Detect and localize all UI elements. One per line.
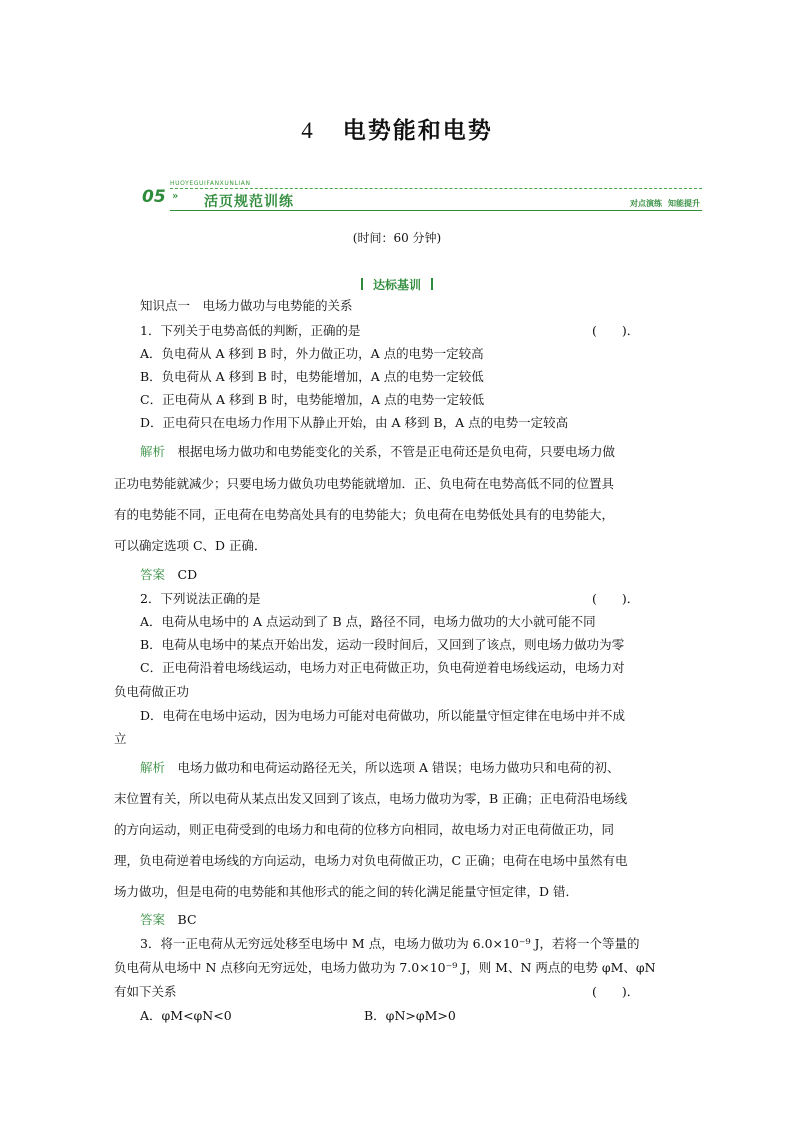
q1-solution-line-3: 有的电势能不同，正电荷在电势高处具有的电势能大；负电荷在电势低处具有的电势能大，: [114, 507, 615, 522]
q2-option-c-line-2: 负电荷做正功: [114, 684, 190, 699]
q1-solution-label: 解析: [140, 444, 166, 459]
q3-stem-line-1: 3．将一正电荷从无穷远处移至电场中 M 点，电场力做功为 6.0×10⁻⁹ J，若将一个等量的: [140, 936, 640, 951]
q1-solution-line-4: 可以确定选项 C、D 正确．: [114, 538, 267, 553]
q3-answer-paren: ( )．: [592, 984, 640, 999]
banner-tag-a: 对点演练: [630, 199, 662, 208]
q2-option-d-line-2: 立: [114, 731, 127, 746]
q1-answer-label: 答案: [140, 567, 166, 582]
knowledge-point: 知识点一 电场力做功与电势能的关系: [140, 298, 353, 313]
q1-solution-text-1: 根据电场力做功和电势能变化的关系，不管是正电荷还是负电荷，只要电场力做: [177, 444, 616, 459]
exercise-banner: [142, 180, 702, 214]
section-heading: [0, 276, 794, 293]
q2-answer-value: BC: [177, 912, 197, 927]
q2-solution-line-1: [140, 758, 620, 776]
page-title: [0, 112, 794, 145]
q1-option-c: C．正电荷从 A 移到 B 时，电势能增加，A 点的电势一定较低: [140, 392, 485, 407]
q2-answer: [140, 910, 197, 928]
banner-name: 活页规范训练: [204, 194, 294, 210]
q2-option-b: B．电荷从电场中的某点开始出发，运动一段时间后，又回到了该点，则电场力做功为零: [140, 637, 625, 652]
q2-solution-line-3: 的方向运动，则正电荷受到的电场力和电荷的位移方向相同，故电场力对正电荷做正功，同: [114, 822, 615, 837]
section-number: 4: [301, 118, 315, 143]
q2-solution-label: 解析: [140, 760, 166, 775]
q3-stem-line-3: 有如下关系: [114, 984, 177, 999]
q2-solution-line-2: 末位置有关，所以电荷从某点出发又回到了该点，电场力做功为零，B 正确；正电荷沿电场线: [114, 791, 628, 806]
q1-answer: [140, 565, 197, 583]
banner-number: 05: [142, 187, 166, 207]
q1-solution-line-1: [140, 442, 615, 460]
chevron-icon: »: [172, 191, 179, 202]
bar-icon: [431, 278, 433, 290]
q3-option-a: A．φM<φN<0: [140, 1008, 232, 1023]
banner-divider-bottom: [170, 210, 702, 211]
time-note: (时间：60 分钟): [352, 231, 442, 245]
banner-pinyin: HUOYEGUIFANXUNLIAN: [170, 180, 251, 187]
q3-option-b: B．φN>φM>0: [364, 1008, 456, 1023]
q2-solution-line-5: 场力做功，但是电荷的电势能和其他形式的能之间的转化满足能量守恒定律，D 错．: [114, 884, 578, 899]
q1-solution-line-2: 正功电势能就减少；只要电场力做负功电势能就增加．正、负电荷在电势高低不同的位置具: [114, 476, 615, 491]
q1-option-d: D．正电荷只在电场力作用下从静止开始，由 A 移到 B，A 点的电势一定较高: [140, 415, 569, 430]
title-text: 电势能和电势: [342, 117, 493, 144]
bar-icon: [361, 278, 363, 290]
q2-stem: 2．下列说法正确的是: [140, 591, 261, 606]
q2-option-a: A．电荷从电场中的 A 点运动到了 B 点，路径不同，电场力做功的大小就可能不同: [140, 614, 596, 629]
q3-stem-line-2: 负电荷从电场中 N 点移向无穷远处，电场力做功为 7.0×10⁻⁹ J，则 M、N 两点的电势 φM、φN: [114, 960, 656, 975]
q1-stem: 1．下列关于电势高低的判断，正确的是: [140, 323, 361, 338]
q1-option-a: A．负电荷从 A 移到 B 时，外力做正功，A 点的电势一定较高: [140, 346, 484, 361]
q2-answer-label: 答案: [140, 912, 166, 927]
section-heading-text: 达标基训: [372, 278, 421, 292]
q1-option-b: B．负电荷从 A 移到 B 时，电势能增加，A 点的电势一定较低: [140, 369, 484, 384]
q2-answer-paren: ( )．: [592, 591, 640, 606]
q2-solution-text-1: 电场力做功和电荷运动路径无关，所以选项 A 错误；电场力做功只和电荷的初、: [177, 760, 620, 775]
q1-answer-paren: ( )．: [592, 323, 640, 338]
q2-solution-line-4: 理，负电荷逆着电场线的方向运动，电场力对负电荷做正功，C 正确；电荷在电场中虽然有电: [114, 853, 628, 868]
banner-divider-top: [170, 188, 702, 189]
banner-tagline: [630, 198, 700, 209]
banner-tag-b: 知能提升: [668, 199, 700, 208]
q2-option-d-line-1: D．电荷在电场中运动，因为电场力可能对电荷做功，所以能量守恒定律在电场中并不成: [140, 708, 626, 723]
q1-answer-value: CD: [177, 567, 198, 582]
q2-option-c-line-1: C．正电荷沿着电场线运动，电场力对正电荷做正功，负电荷逆着电场线运动，电场力对: [140, 660, 625, 675]
